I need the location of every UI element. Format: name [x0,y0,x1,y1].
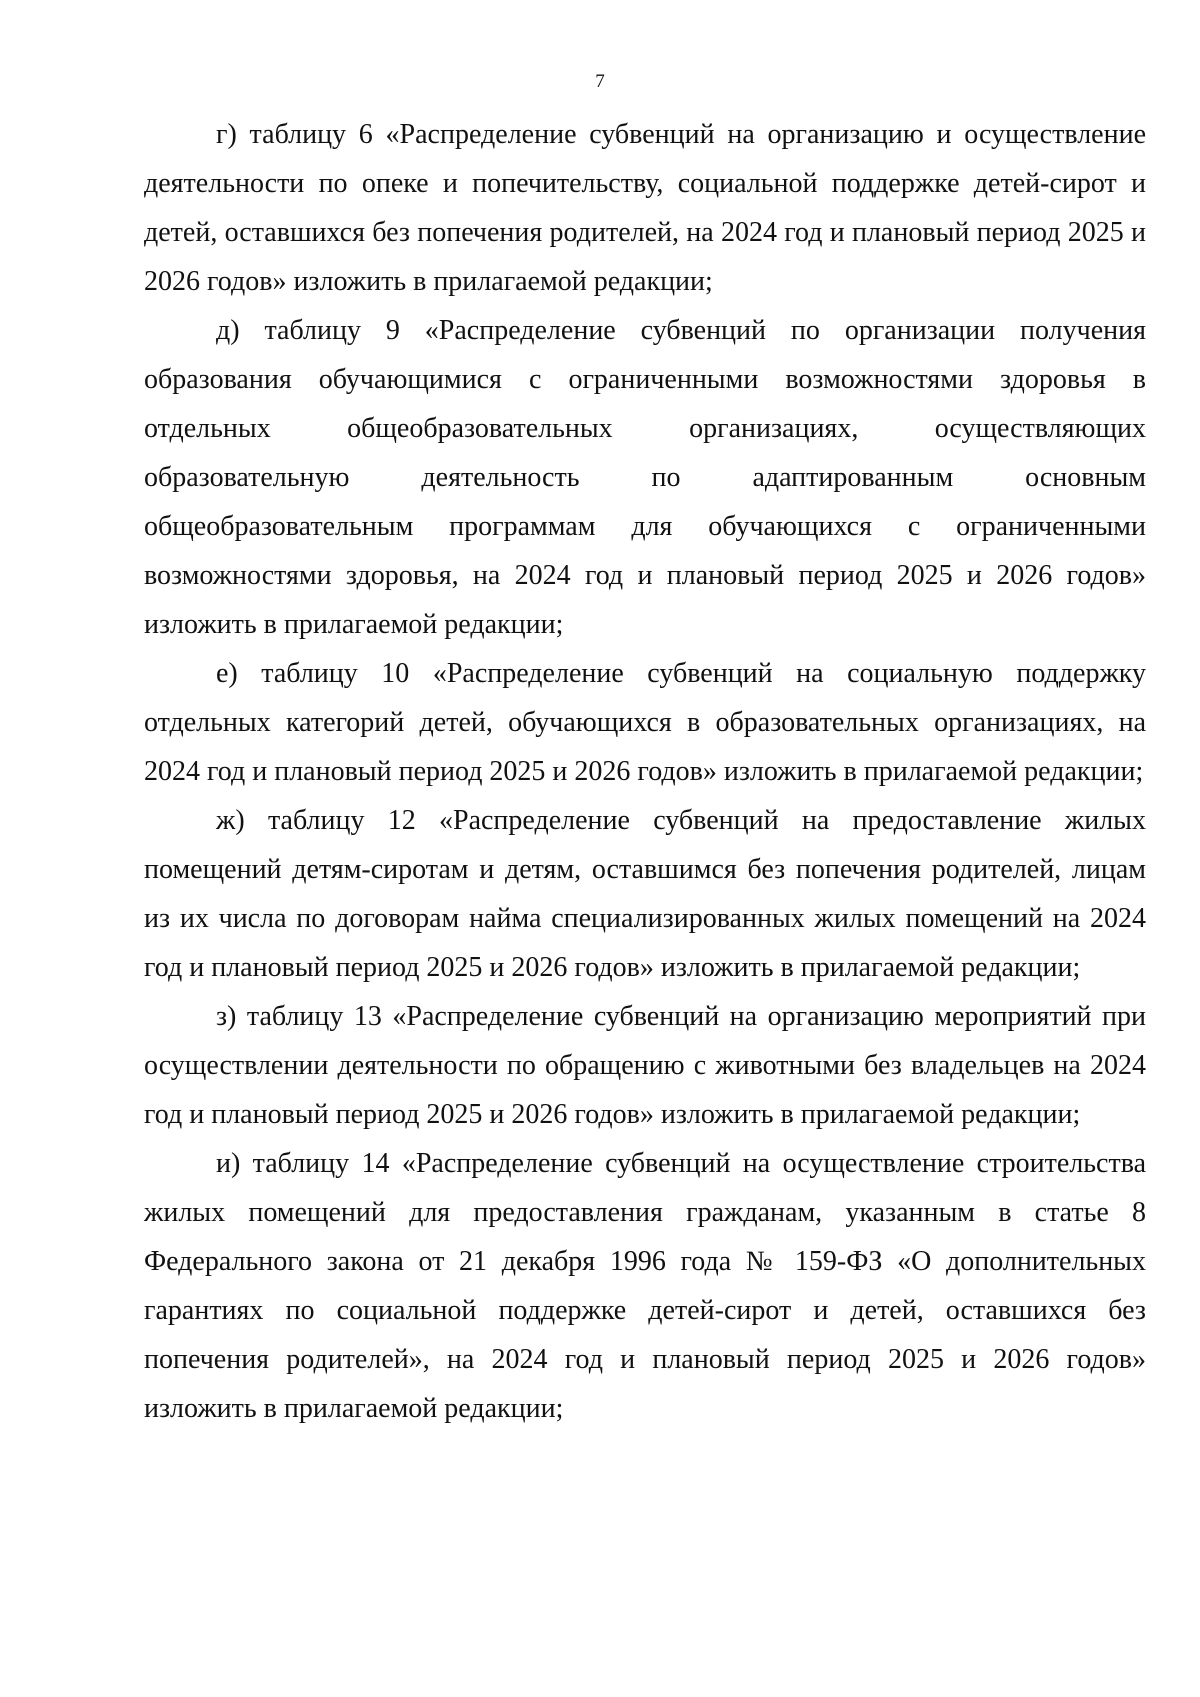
paragraph-e-table-10: е) таблицу 10 «Распределение субвенций на социальную поддержку отдельных категорий детей, обучающихся в образовательных организациях, на 2024 год и плановый период 2025 и 2026 годов» изложить в прилагаемой редакции; [144,658,1146,787]
document-body [144,110,1146,1433]
paragraph-i-table-14: и) таблицу 14 «Распределение субвенций на осуществление строительства жилых помещений для предоставления гражданам, указанным в статье 8 Федерального закона от 21 декабря 1996 года № 159-ФЗ «О дополнительных гарантиях по социальной поддержке детей-сирот и детей, оставшихся без попечения родителей», на 2024 год и плановый период 2025 и 2026 годов» изложить в прилагаемой редакции; [144,1148,1146,1424]
paragraph-zh-table-12: ж) таблицу 12 «Распределение субвенций на предоставление жилых помещений детям-сиротам и детям, оставшимся без попечения родителей, лицам из их числа по договорам найма специализированных жилых помещений на 2024 год и плановый период 2025 и 2026 годов» изложить в прилагаемой редакции; [144,805,1146,983]
paragraph-d-table-9: д) таблицу 9 «Распределение субвенций по организации получения образования обучающимися с ограниченными возможностями здоровья в отдельных общеобразовательных организациях, осуществляющих образовательную деятельность по адаптированным основным общеобразовательным программам для обучающихся с ограниченными возможностями здоровья, на 2024 год и плановый период 2025 и 2026 годов» изложить в прилагаемой редакции; [144,315,1146,640]
paragraph-g-table-6: г) таблицу 6 «Распределение субвенций на организацию и осуществление деятельности по опеке и попечительству, социальной поддержке детей-сирот и детей, оставшихся без попечения родителей, на 2024 год и плановый период 2025 и 2026 годов» изложить в прилагаемой редакции; [144,119,1146,297]
page-number: 7 [595,71,605,92]
paragraph-z-table-13: з) таблицу 13 «Распределение субвенций на организацию мероприятий при осуществлении деятельности по обращению с животными без владельцев на 2024 год и плановый период 2025 и 2026 годов» изложить в прилагаемой редакции; [144,1001,1146,1130]
